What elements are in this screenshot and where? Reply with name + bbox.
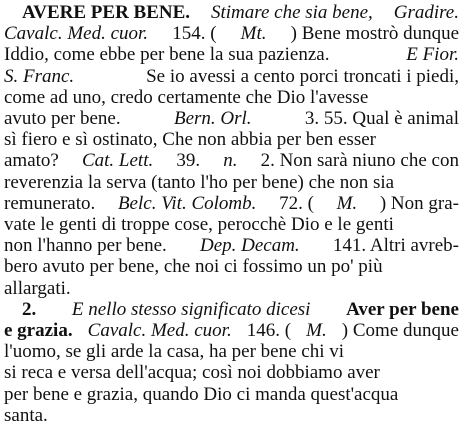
text-segment: ) Non gra-: [379, 192, 459, 214]
text-line: [4, 235, 459, 257]
text-segment: 154. (: [172, 23, 217, 45]
text-segment: per bene e grazia, quando Dio ci manda quest'acqua: [4, 383, 399, 405]
text-segment: Gradire.: [393, 2, 459, 23]
text-segment: E Fior.: [406, 44, 459, 66]
text-segment: AVERE PER BENE.: [22, 2, 191, 23]
text-segment: 3. 55. Qual è animal: [304, 108, 459, 129]
text-line: [4, 384, 459, 406]
text-segment: Dep. Decam.: [199, 235, 300, 257]
text-segment: Cavalc. Med. cuor.: [4, 23, 149, 45]
text-segment: Bern. Orl.: [173, 108, 252, 129]
text-segment: reverenzia la serva (tanto l'ho per bene) che non sia: [4, 171, 395, 193]
text-line: [4, 172, 459, 194]
text-segment: allargati.: [4, 277, 71, 299]
text-segment: Belc. Vit. Colomb.: [117, 192, 257, 214]
text-segment: e grazia.: [4, 320, 73, 341]
text-segment: come ad uno, credo certamente che Dio l'avesse: [4, 86, 369, 108]
text-segment: si reca e versa dell'acqua; così noi dobbiamo aver: [4, 362, 380, 384]
text-line: [4, 44, 459, 66]
text-segment: remunerato.: [4, 192, 96, 214]
text-segment: l'uomo, se gli arde la casa, ha per bene chi vi: [4, 341, 345, 363]
text-line: [4, 129, 459, 151]
text-segment: ) Come dunque: [341, 320, 459, 341]
text-segment: 72. (: [279, 192, 314, 214]
text-segment: S. Franc.: [4, 65, 75, 87]
text-segment: Mt.: [240, 23, 267, 45]
text-segment: avuto per bene.: [4, 108, 121, 129]
text-segment: Cat. Lett.: [81, 150, 154, 172]
text-segment: 141. Altri avreb-: [332, 235, 459, 257]
text-line: [4, 23, 459, 45]
text-line: [4, 87, 459, 109]
text-line: [4, 320, 459, 342]
text-line: [4, 341, 459, 363]
text-segment: Stimare che sia bene,: [210, 2, 373, 23]
text-segment: M.: [306, 320, 327, 341]
text-segment: Iddio, come ebbe per bene la sua pazienza.: [4, 44, 330, 66]
text-line: [4, 150, 459, 172]
text-segment: n.: [223, 150, 238, 172]
text-segment: E nello stesso significato dicesi: [71, 298, 311, 320]
text-segment: 2. Non sarà niuno che con: [260, 150, 459, 172]
text-line: [4, 256, 459, 278]
text-segment: M.: [336, 192, 358, 214]
text-segment: non l'hanno per bene.: [4, 235, 167, 257]
text-segment: amato?: [4, 150, 59, 172]
text-segment: santa.: [4, 404, 48, 426]
text-segment: ) Bene mostrò dunque: [290, 23, 459, 45]
text-segment: Se io avessi a cento porci troncati i piedi,: [146, 65, 459, 87]
text-line: [22, 299, 459, 321]
text-line: [4, 405, 459, 427]
text-line: [4, 193, 459, 215]
text-line: [22, 2, 459, 24]
text-line: [4, 108, 459, 130]
text-line: [4, 66, 459, 88]
text-segment: Cavalc. Med. cuor.: [87, 320, 232, 341]
text-segment: 146. (: [246, 320, 292, 341]
text-segment: sì fiero e sì ostinato, Che non abbia per ben esser: [4, 129, 376, 151]
text-segment: 2.: [22, 298, 37, 320]
text-segment: vate le genti di troppe cose, perocchè Dio e le genti: [4, 214, 394, 235]
text-line: [4, 214, 459, 236]
text-line: [4, 278, 459, 300]
text-segment: 39.: [176, 150, 201, 172]
text-segment: bero avuto per bene, che noi ci fossimo un po' più: [4, 256, 383, 278]
text-segment: Aver per bene: [346, 298, 459, 320]
text-line: [4, 362, 459, 384]
